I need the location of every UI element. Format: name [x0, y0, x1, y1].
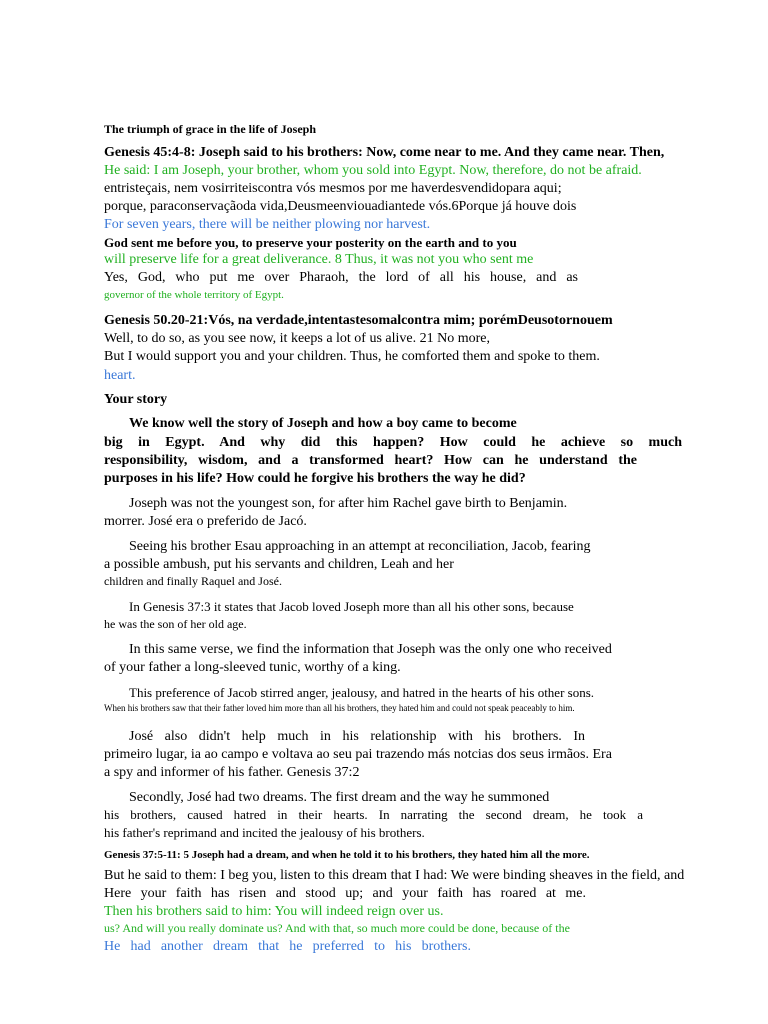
text-line: God sent me before you, to preserve your posterity on the earth and to you: [104, 235, 517, 250]
text-line: In this same verse, we find the information that Joseph was the only one who received: [129, 642, 612, 657]
text-line: Secondly, José had two dreams. The first dream and the way he summoned: [129, 790, 550, 805]
text-line: He had another dream that he preferred to his brothers.: [104, 939, 471, 954]
text-line: This preference of Jacob stirred anger, jealousy, and hatred in the hearts of his other sons.: [129, 685, 595, 700]
text-line: Well, to do so, as you see now, it keeps a lot of us alive. 21 No more,: [104, 331, 491, 346]
text-line: children and finally Raquel and José.: [104, 574, 282, 588]
text-line: Genesis 45:4-8: Joseph said to his brothers: Now, come near to me. And they came near. Then,: [104, 145, 665, 160]
text-line: Then his brothers said to him: You will indeed reign over us.: [104, 904, 444, 919]
text-line: responsibility, wisdom, and a transformed heart? How can he understand the: [104, 453, 637, 468]
text-line: We know well the story of Joseph and how a boy came to become: [129, 416, 517, 431]
text-line: entristeçais, nem vosirriteiscontra vós mesmos por me haverdesvendidopara aqui;: [104, 181, 562, 196]
text-line: morrer. José era o preferido de Jacó.: [104, 514, 307, 529]
text-line: a spy and informer of his father. Genesis 37:2: [104, 765, 360, 780]
text-line: But I would support you and your children. Thus, he comforted them and spoke to them.: [104, 349, 600, 364]
text-line: us? And will you really dominate us? And with that, so much more could be done, because of the: [104, 921, 570, 935]
text-line: Here your faith has risen and stood up; and your faith has roared at me.: [104, 886, 586, 901]
text-line: his brothers, caused hatred in their hearts. In narrating the second dream, he took a: [104, 807, 643, 822]
text-line: big in Egypt. And why did this happen? How could he achieve so much: [104, 435, 682, 450]
text-line: José also didn't help much in his relationship with his brothers. In: [129, 729, 585, 744]
section-heading: Your story: [104, 392, 168, 407]
text-line: porque, paraconservaçãoda vida,Deusmeenviouadiantede vós.6Porque já houve dois: [104, 199, 577, 214]
text-line: heart.: [104, 368, 136, 383]
text-line: his father's reprimand and incited the jealousy of his brothers.: [104, 825, 425, 840]
text-line: will preserve life for a great deliverance. 8 Thus, it was not you who sent me: [104, 252, 534, 267]
text-line: Seeing his brother Esau approaching in an attempt at reconciliation, Jacob, fearing: [129, 539, 591, 554]
text-line: purposes in his life? How could he forgive his brothers the way he did?: [104, 471, 526, 486]
text-line: In Genesis 37:3 it states that Jacob loved Joseph more than all his other sons, because: [129, 599, 574, 614]
text-line: he was the son of her old age.: [104, 617, 247, 631]
text-line: Yes, God, who put me over Pharaoh, the lord of all his house, and as: [104, 270, 578, 285]
text-line: Genesis 37:5-11: 5 Joseph had a dream, and when he told it to his brothers, they hated him all the more.: [104, 849, 590, 861]
text-line: primeiro lugar, ia ao campo e voltava ao seu pai trazendo más notcias dos seus irmãos. Era: [104, 747, 612, 762]
text-line: governor of the whole territory of Egypt.: [104, 289, 284, 301]
text-line: For seven years, there will be neither plowing nor harvest.: [104, 217, 431, 232]
text-line: of your father a long-sleeved tunic, worthy of a king.: [104, 660, 401, 675]
text-line: He said: I am Joseph, your brother, whom you sold into Egypt. Now, therefore, do not be afraid.: [104, 163, 642, 178]
text-line: When his brothers saw that their father loved him more than all his brothers, they hated him and could not speak peaceably to him.: [104, 703, 575, 713]
text-line: Joseph was not the youngest son, for after him Rachel gave birth to Benjamin.: [129, 496, 568, 511]
document-title: The triumph of grace in the life of Joseph: [104, 122, 316, 136]
text-line: a possible ambush, put his servants and children, Leah and her: [104, 557, 454, 572]
text-line: But he said to them: I beg you, listen to this dream that I had: We were binding sheaves in the field, and: [104, 868, 685, 883]
text-line: Genesis 50.20-21:Vós, na verdade,intentastesomalcontra mim; porémDeusotornouem: [104, 313, 613, 328]
